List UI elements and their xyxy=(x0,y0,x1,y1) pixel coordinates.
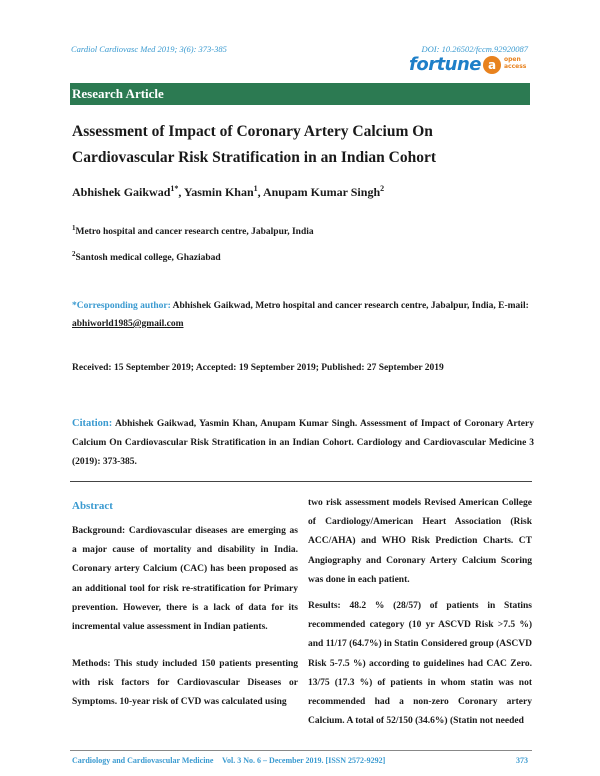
author-name: , Anupam Kumar Singh xyxy=(257,185,381,199)
citation-text: Abhishek Gaikwad, Yasmin Khan, Anupam Kumar Singh. Assessment of Impact of Coronary Artery Calcium On Cardiovascular Risk Stratification in an Indian Cohort. Cardiology and Cardiovascular Medicine 3 (2019): 373-385. xyxy=(72,419,534,467)
abstract-heading: Abstract xyxy=(72,500,113,512)
email-link[interactable]: abhiworld1985@gmail.com xyxy=(72,319,184,329)
abstract-results: Results: 48.2 % (28/57) of patients in Statins recommended category (10 yr ASCVD Risk >7.5 %) and 11/17 (64.7%) in Statin Considered group (ASCVD Risk 5-7.5 %) according to guidelines had CAC Zero. 13/75 (17.3 %) of patients in whom statin was not recommended had a non-zero Coronary artery Calcium. A total of 52/150 (34.6%) (Statin not needed xyxy=(308,601,532,727)
authors xyxy=(72,184,384,200)
abstract-background: Background: Cardiovascular diseases are emerging as a major cause of mortality and disability in India. Coronary artery Calcium (CAC) has been proposed as an additional tool for risk re-stratification for Primary prevention. However, there is a lack of data for its incremental value assessment in Indian patients. xyxy=(72,526,298,633)
author-sup: 2 xyxy=(380,184,385,193)
doi: DOI: 10.26502/fccm.92920087 xyxy=(421,44,528,54)
article-type-bar xyxy=(70,83,530,105)
article-title: Assessment of Impact of Coronary Artery Calcium On Cardiovascular Risk Stratification in an Indian Cohort xyxy=(72,123,437,166)
affiliation: $^1$Metro hospital and cancer research centre, Jabalpur, India xyxy=(72,224,314,238)
author-sup: 1* xyxy=(170,184,179,193)
page-number: 373 xyxy=(516,756,528,765)
affiliation: $^2$Santosh medical college, Ghaziabad xyxy=(72,250,221,264)
abstract-methods-continued: two risk assessment models Revised American College of Cardiology/American Heart Association (Risk ACC/AHA) and WHO Risk Prediction Charts. CT Angiography and Coronary Artery Calcium Scoring was done in each patient. xyxy=(308,498,532,585)
corresponding-text: Abhishek Gaikwad, Metro hospital and cancer research centre, Jabalpur, India, E-mail: xyxy=(170,301,529,311)
citation-label: Citation: xyxy=(72,418,113,429)
abstract-methods: Methods: This study included 150 patients presenting with risk factors for Cardiovascular Diseases or Symptoms. 10-year risk of CVD was calculated using xyxy=(72,659,298,708)
article-type: Research Article xyxy=(72,86,164,101)
logo-small-text: open access xyxy=(504,56,527,70)
footer-divider xyxy=(70,750,532,751)
publication-dates: Received: 15 September 2019; Accepted: 19 September 2019; Published: 27 September 2019 xyxy=(72,363,444,373)
divider xyxy=(70,481,532,482)
publisher-logo xyxy=(409,54,529,80)
corresponding-label: *Corresponding author: xyxy=(72,301,171,311)
author-name: , Yasmin Khan xyxy=(178,185,254,199)
footer-volume: Vol. 3 No. 6 – December 2019. [ISSN 2572-9292] xyxy=(222,756,386,765)
journal-reference: Cardiol Cardiovasc Med 2019; 3(6): 373-385 xyxy=(71,44,227,54)
citation xyxy=(72,414,534,472)
author-sup: 1 xyxy=(253,184,258,193)
footer-journal: Cardiology and Cardiovascular Medicine xyxy=(72,756,214,765)
corresponding-author xyxy=(72,297,532,333)
open-access-icon: a xyxy=(483,56,501,74)
logo-text: fortune xyxy=(409,54,482,75)
author-name: Abhishek Gaikwad xyxy=(72,185,171,199)
